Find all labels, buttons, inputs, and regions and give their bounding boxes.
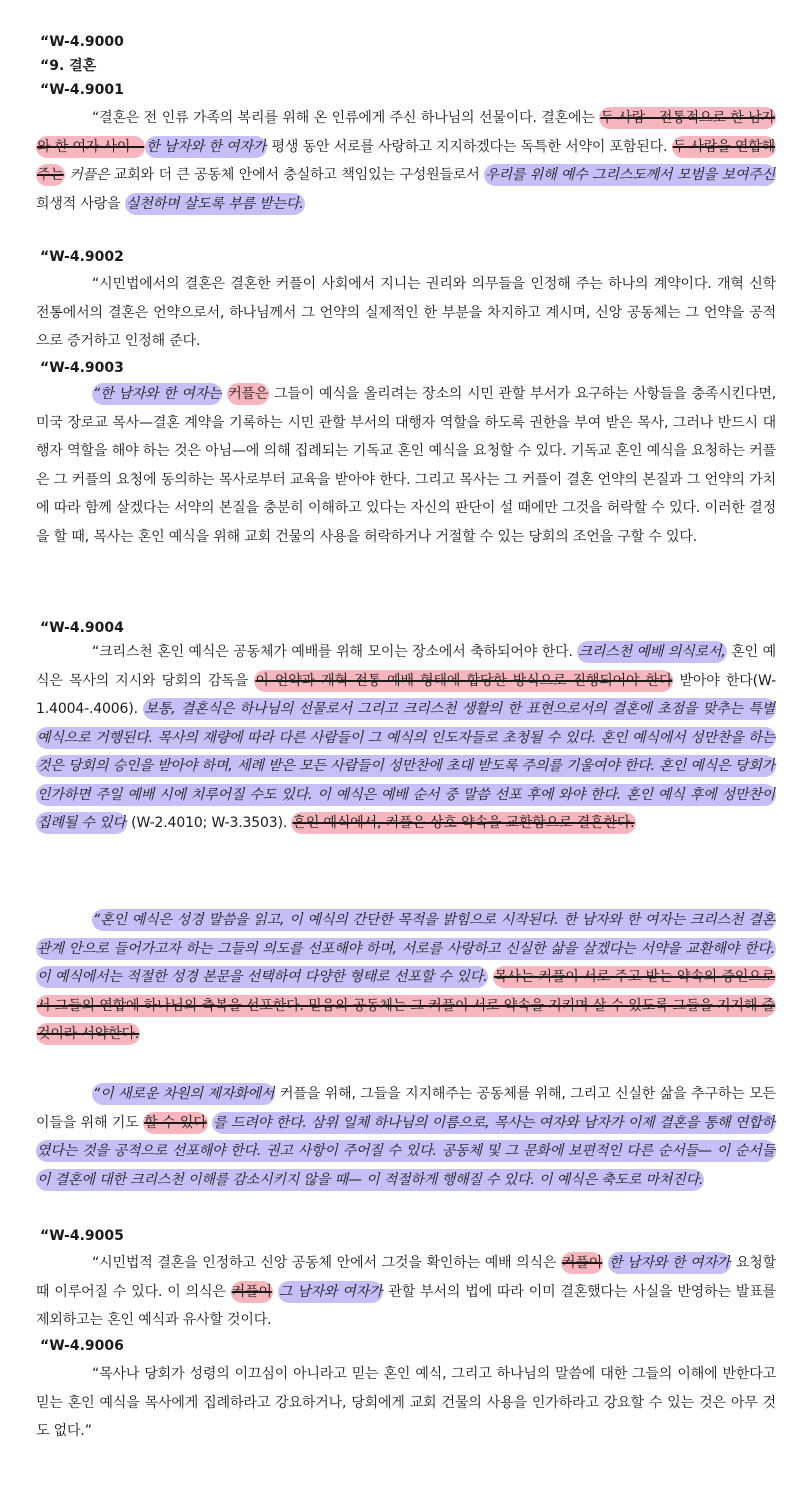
inserted-text: 그 남자와 여자가 [278, 1281, 384, 1303]
paragraph [36, 1080, 776, 1194]
text-run: 관할 부서의 법에 따라 이미 결혼했다는 사실을 반영하는 발표를 제외하고는 혼인 예식과 유사할 것이다. [36, 1283, 776, 1328]
deleted-text: 두 사람—전통적으로 한 남자와 한 여자 사이— [36, 107, 776, 158]
inserted-text: “한 남자와 한 여자는 [92, 383, 222, 405]
highlighted-text: 커플은 [227, 383, 269, 405]
paragraph [36, 104, 776, 218]
paragraph [36, 380, 776, 551]
inserted-text: 우리를 위해 예수 그리스도께서 모범을 보여주신 [484, 164, 776, 186]
text-run: 커플을 위해, 그들을 지지해주는 공동체를 위해, 그리고 신실한 삶을 추구하는 모든 이들을 위해 기도 [36, 1086, 776, 1131]
deleted-text: 혼인 예식에서, 커플은 상호 약속을 교환함으로 결혼한다. [291, 812, 635, 834]
deleted-text: 할 수 있다 [143, 1112, 208, 1134]
text-run: 그들이 예식을 올리려는 장소의 시민 관할 부서가 요구하는 사항들을 충족시킨다면, 미국 장로교 목사—결혼 계약을 기록하는 시민 관할 부서의 대행자 역할을 하도록 권한을 부여 받은 목사, 그러나 반드시 대행자 역할을 해야 하는 것은 아님—에 의해 집례되는 기독교 혼인 예식을 요청할 수 있다. 기독교 혼인 예식을 요청하는 커플은 그 커플의 요청에 동의하는 목사로부터 교육을 받아야 한다. 그리고 목사는 그 커플이 결혼 언약의 본질과 그 언약의 가치에 따라 함께 살겠다는 서약의 본질을 충분히 이해하고 있다는 자신의 판단이 설 때에만 그것을 허락할 수 있다. 이러한 결정을 할 때, 목사는 혼인 예식을 위해 교회 건물의 사용을 허락하거나 거절할 수 있는 당회의 조언을 구할 수 있다. [36, 386, 776, 545]
text-run: 희생적 사랑을 [36, 195, 125, 212]
inserted-text: 실천하며 살도록 부름 받는다. [125, 193, 305, 215]
inserted-text: 한 남자와 한 여자가 [145, 136, 267, 158]
text-run: 요청할 때 이루어질 수 있다. 이 의식은 [36, 1255, 776, 1300]
paragraph [36, 1360, 776, 1446]
section-label: “W-4.9005 [40, 1228, 124, 1244]
paragraph [36, 270, 776, 356]
deleted-text: 커플이 [561, 1252, 603, 1274]
inserted-text: “이 새로운 차원의 제자화에서 [92, 1083, 275, 1105]
inserted-text: 를 드려야 한다. 삼위 일체 하나님의 이름으로, 목사는 여자와 남자가 이제 결혼을 통해 연합하였다는 것을 공적으로 선포해야 한다. 권고 사항이 주어질 수 있다. 공동체 및 그 문화에 보편적인 다른 순서들— 이 순서들이 결혼에 대한 크리스천 이해를 감소시키지 않을 때— 이 적절하게 행해질 수 있다. 이 예식은 축도로 마쳐진다. [36, 1112, 776, 1191]
text-run: “시민법에서의 결혼은 결혼한 커플이 사회에서 지니는 권리와 의무들을 인정해 주는 하나의 계약이다. 개혁 신학 전통에서의 결혼은 언약으로서, 하나님께서 그 언약의 실제적인 한 부분을 차지하고 계시며, 신앙 공동체는 그 언약을 공적으로 증거하고 인정해 준다. [36, 276, 776, 349]
inserted-text: “혼인 예식은 성경 말씀을 읽고, 이 예식의 간단한 목적을 밝힘으로 시작된다. 한 남자와 한 여자는 크리스천 결혼 관계 안으로 들어가고자 하는 그들의 의도를 선포해야 하며, 서로를 사랑하고 신실한 삶을 살겠다는 서약을 교환해야 한다. 이 예식에서는 적절한 성경 본문을 선택하여 다양한 형태로 선포할 수 있다. [36, 909, 776, 988]
paragraph [36, 1249, 776, 1335]
text-run: “결혼은 전 인류 가족의 복리를 위해 온 인류에게 주신 하나님의 선물이다. 결혼에는 [92, 110, 600, 126]
section-label: “W-4.9002 [40, 249, 124, 265]
text-run: “크리스천 혼인 예식은 공동체가 예배를 위해 모이는 장소에서 축하되어야 한다. [92, 644, 578, 660]
section-label: “W-4.9004 [40, 620, 124, 636]
text-run: “목사나 당회가 성령의 이끄심이 아니라고 믿는 혼인 예식, 그리고 하나님의 말씀에 대한 그들의 이해에 반한다고 믿는 혼인 예식을 목사에게 집례하라고 강요하거나, 당회에게 교회 건물의 사용을 인가하라고 강요할 수 있는 것은 아무 것도 없다.” [36, 1366, 776, 1439]
text-run: 평생 동안 서로를 사랑하고 지지하겠다는 독특한 서약이 포함된다. [267, 138, 672, 155]
section-label: “W-4.9006 [40, 1338, 124, 1354]
paragraph [36, 638, 776, 838]
text-run: (W-2.4010; W-3.3503). [126, 815, 292, 831]
deleted-text: 두 사람을 연합해주는 [36, 136, 776, 187]
paragraph [36, 906, 776, 1049]
text-run: “시민법적 결혼을 인정하고 신앙 공동체 안에서 그것을 확인하는 예배 의식은 [92, 1255, 562, 1271]
deleted-text: 목사는 커플이 서로 주고 받는 약속의 증인으로서 그들의 연합에 하나님의 축복을 선포한다. 믿음의 공동체는 그 커플이 서로 약속을 지키며 살 수 있도록 그들을 지지해 줄 것이라 서약한다. [36, 966, 776, 1045]
section-label: “W-4.9000 [40, 34, 124, 50]
section-label: “W-4.9003 [40, 360, 124, 376]
deleted-text: 이 언약과 개혁 전통 예배 형태에 합당한 방식으로 진행되어야 한다 [254, 670, 673, 692]
text-run: 혼인 예식은 목사의 지시와 당회의 감독을 [36, 644, 777, 689]
section-label: “W-4.9001 [40, 82, 124, 98]
inserted-text: 한 남자와 한 여자가 [608, 1252, 731, 1274]
inserted-text: 보통, 결혼식은 하나님의 선물로서 그리고 크리스천 생활의 한 표현으로서의 결혼에 초점을 맞추는 특별 예식으로 거행된다. 목사의 재량에 따라 다른 사람들이 그 예식의 인도자들로 초청될 수 있다. 혼인 예식에서 성만찬을 하는 것은 당회의 승인을 받아야 하며, 세례 받은 모든 사람들이 성만찬에 초대 받도록 주의를 기울여야 한다. 혼인 예식은 당회가 인가하면 주일 예배 시에 치루어질 수도 있다. 이 예식은 예배 순서 중 말씀 선포 후에 와야 한다. 혼인 예식 후에 성만찬이 집례될 수 있다 [36, 698, 776, 834]
inserted-text: 크리스천 예배 의식로서, [577, 641, 726, 663]
section-heading: “9. 결혼 [40, 58, 97, 74]
text-run: 커플은 [69, 167, 110, 183]
deleted-text: 커플이 [231, 1281, 273, 1303]
text-run: 교회와 더 큰 공동체 안에서 충실하고 책임있는 구성원들로서 [109, 167, 485, 183]
text-run: 받아야 한다(W-1.4004-.4006). [36, 672, 776, 717]
